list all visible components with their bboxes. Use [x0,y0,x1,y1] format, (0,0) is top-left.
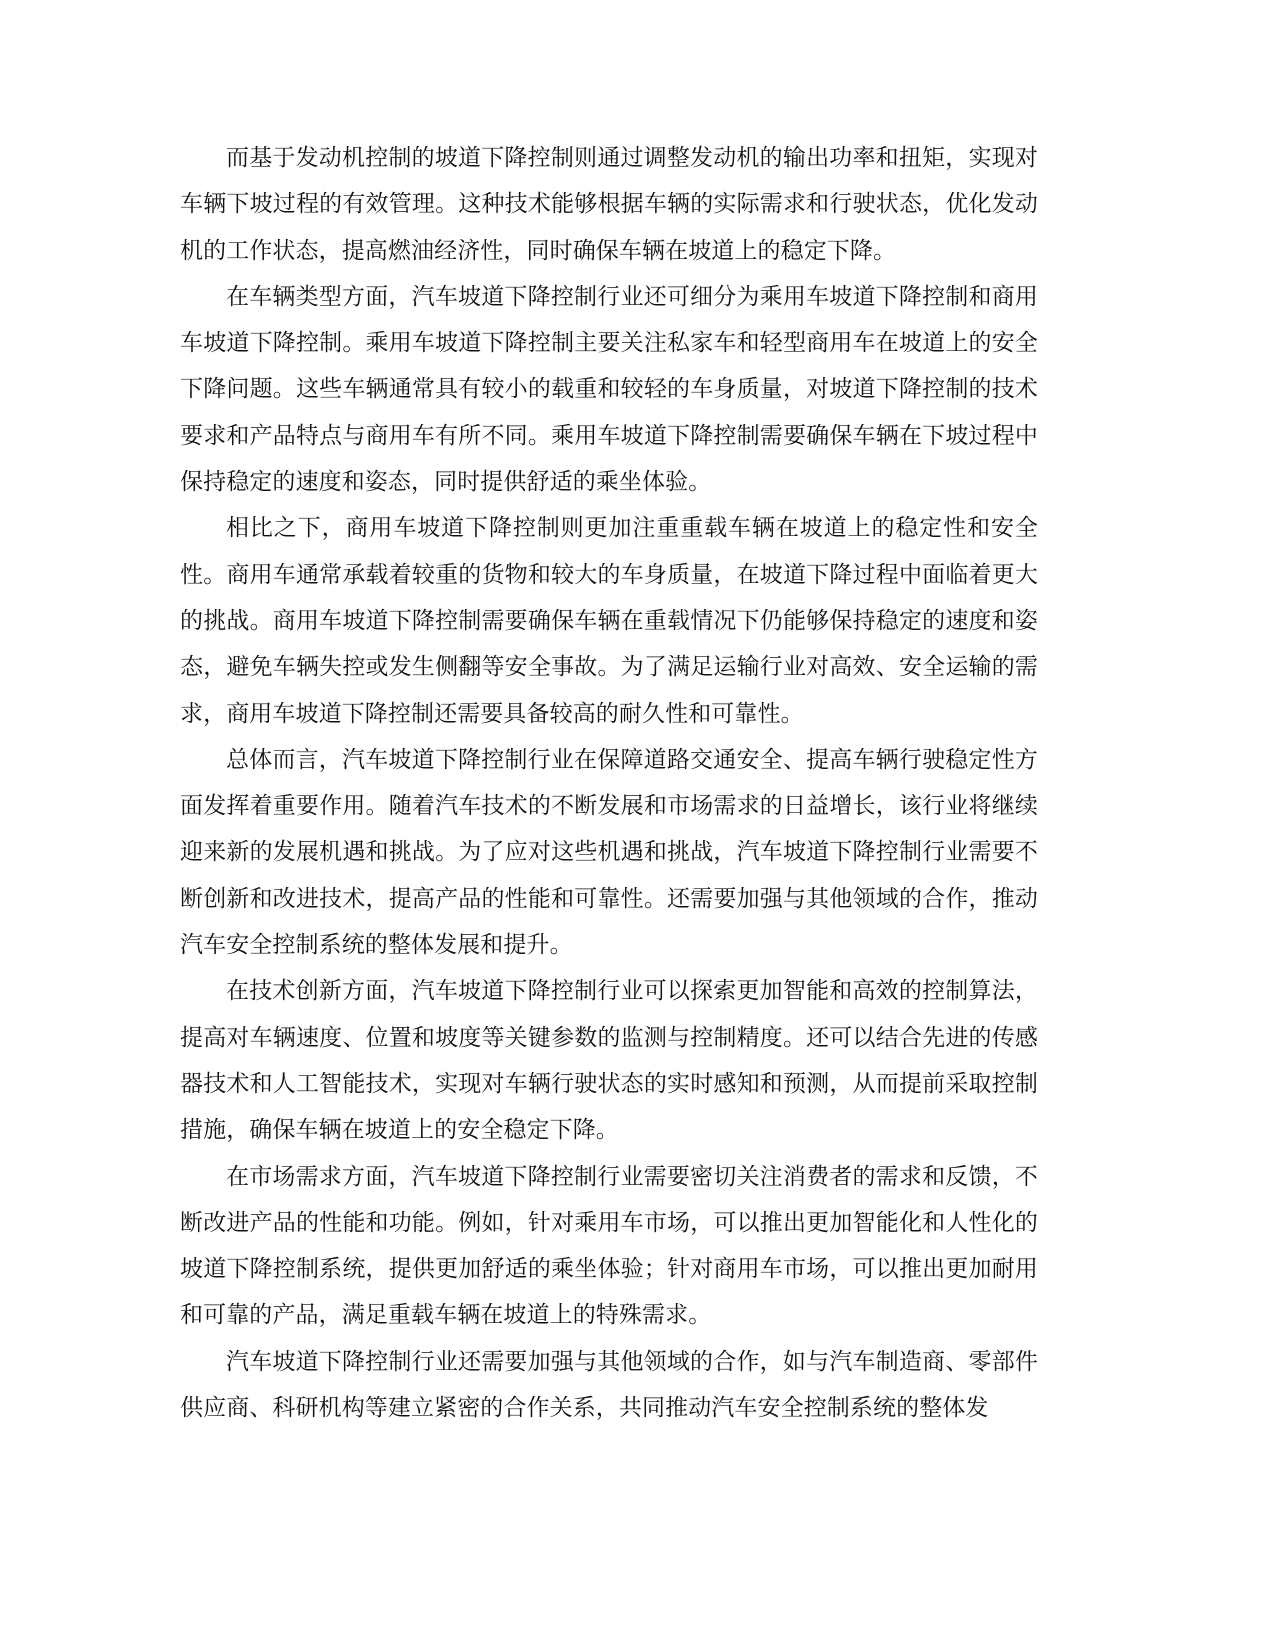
paragraph: 在市场需求方面，汽车坡道下降控制行业需要密切关注消费者的需求和反馈，不断改进产品的性能和功能。例如，针对乘用车市场，可以推出更加智能化和人性化的坡道下降控制系统，提供更加舒适的乘坐体验；针对商用车市场，可以推出更加耐用和可靠的产品，满足重载车辆在坡道上的特殊需求。 [180,1163,1038,1329]
paragraph: 而基于发动机控制的坡道下降控制则通过调整发动机的输出功率和扭矩，实现对车辆下坡过程的有效管理。这种技术能够根据车辆的实际需求和行驶状态，优化发动机的工作状态，提高燃油经济性，同时确保车辆在坡道上的稳定下降。 [180,145,1038,264]
paragraph: 在技术创新方面，汽车坡道下降控制行业可以探索更加智能和高效的控制算法，提高对车辆速度、位置和坡度等关键参数的监测与控制精度。还可以结合先进的传感器技术和人工智能技术，实现对车辆行驶状态的实时感知和预测，从而提前采取控制措施，确保车辆在坡道上的安全稳定下降。 [180,978,1038,1144]
paragraph: 相比之下，商用车坡道下降控制则更加注重重载车辆在坡道上的稳定性和安全性。商用车通常承载着较重的货物和较大的车身质量，在坡道下降过程中面临着更大的挑战。商用车坡道下降控制需要确保车辆在重载情况下仍能够保持稳定的速度和姿态，避免车辆失控或发生侧翻等安全事故。为了满足运输行业对高效、安全运输的需求，商用车坡道下降控制还需要具备较高的耐久性和可靠性。 [180,515,1038,727]
paragraph: 汽车坡道下降控制行业还需要加强与其他领域的合作，如与汽车制造商、零部件供应商、科研机构等建立紧密的合作关系，共同推动汽车安全控制系统的整体发 [180,1348,1038,1422]
paragraph: 在车辆类型方面，汽车坡道下降控制行业还可细分为乘用车坡道下降控制和商用车坡道下降控制。乘用车坡道下降控制主要关注私家车和轻型商用车在坡道上的安全下降问题。这些车辆通常具有较小的载重和较轻的车身质量，对坡道下降控制的技术要求和产品特点与商用车有所不同。乘用车坡道下降控制需要确保车辆在下坡过程中保持稳定的速度和姿态，同时提供舒适的乘坐体验。 [180,283,1038,496]
paragraph: 总体而言，汽车坡道下降控制行业在保障道路交通安全、提高车辆行驶稳定性方面发挥着重要作用。随着汽车技术的不断发展和市场需求的日益增长，该行业将继续迎来新的发展机遇和挑战。为了应对这些机遇和挑战，汽车坡道下降控制行业需要不断创新和改进技术，提高产品的性能和可靠性。还需要加强与其他领域的合作，推动汽车安全控制系统的整体发展和提升。 [180,746,1038,959]
document-body [180,135,1038,1431]
